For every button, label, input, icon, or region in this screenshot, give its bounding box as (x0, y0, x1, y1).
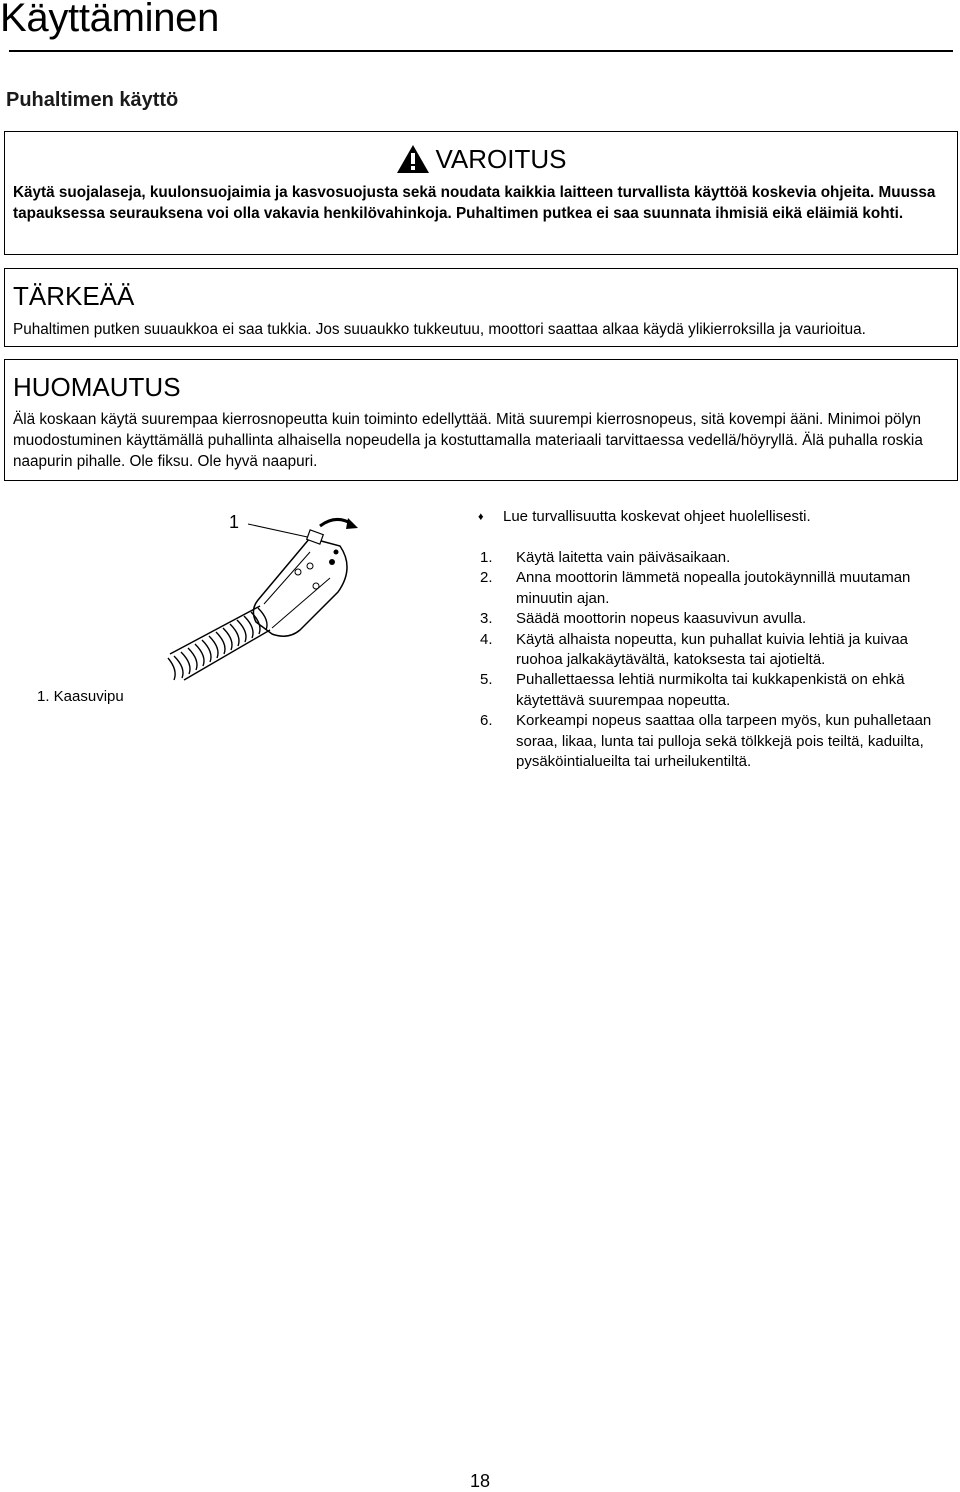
important-text: Puhaltimen putken suuaukkoa ei saa tukkia. Jos suuaukko tukkeutuu, moottori saattaa alkaa käydä ylikierroksilla ja vaurioitua. (13, 321, 866, 338)
section-title: Puhaltimen käyttö (6, 89, 179, 111)
bullet-diamond-icon: ♦ (478, 511, 484, 523)
figure-caption: 1. Kaasuvipu (37, 688, 124, 705)
steps-list (480, 548, 958, 772)
important-title: TÄRKEÄÄ (13, 281, 135, 311)
list-item: 4. Käytä alhaista nopeutta, kun puhallat kuivia lehtiä ja kuivaa ruohoa jalkakäytävältä, katoksesta tai ajotieltä. (480, 630, 908, 669)
bullet-text: Lue turvallisuutta koskevat ohjeet huolellisesti. (503, 508, 811, 525)
warning-title: VAROITUS (435, 144, 567, 174)
figure-callout-number: 1 (229, 512, 240, 532)
notice-box (4, 359, 958, 481)
list-item: 2. Anna moottorin lämmetä nopealla joutokäynnillä muutaman minuutin ajan. (480, 569, 911, 607)
list-item: 3. Säädä moottorin nopeus kaasuvivun avulla. (480, 610, 807, 628)
list-item: 6. Korkeampi nopeus saattaa olla tarpeen myös, kun puhalletaan soraa, likaa, lunta tai pulloja sekä tölkkejä pois teiltä, kaduilta, pysäköintialueilta tai urheilukentiltä. (480, 712, 932, 771)
heading-divider (9, 50, 953, 52)
important-box (4, 268, 958, 347)
notice-text: Älä koskaan käytä suurempaa kierrosnopeutta kuin toiminto edellyttää. Mitä suurempi kierrosnopeus, sitä kovempi ääni. Minimoi pölyn muodostuminen käyttämällä puhallinta alhaisella nopeudella ja kostuttamalla materiaali tarvittaessa vedellä/höyryllä. Älä puhalla roskia naapurin pihalle. Ole fiksu. Ole hyvä naapuri. (13, 411, 923, 470)
notice-title: HUOMAUTUS (13, 372, 181, 402)
blower-throttle-figure (160, 508, 460, 688)
warning-heading (5, 144, 957, 174)
list-item: 5. Puhallettaessa lehtiä nurmikolta tai kukkapenkistä on ehkä käytettävä suurempaa nopeutta. (480, 671, 905, 709)
warning-triangle-icon (396, 144, 430, 174)
page-title: Käyttäminen (0, 0, 220, 40)
page-number: 18 (469, 1471, 491, 1491)
safety-bullet (478, 507, 811, 527)
warning-box (4, 131, 958, 255)
list-item: 1. Käytä laitetta vain päiväsaikaan. (480, 549, 731, 566)
warning-text: Käytä suojalaseja, kuulonsuojaimia ja kasvosuojusta sekä noudata kaikkia laitteen turvallista käyttöä koskevia ohjeita. Muussa tapauksessa seurauksena voi olla vakavia henkilövahinkoja. Puhaltimen putkea ei saa suunnata ihmisiä eikä eläimiä kohti. (13, 184, 936, 222)
